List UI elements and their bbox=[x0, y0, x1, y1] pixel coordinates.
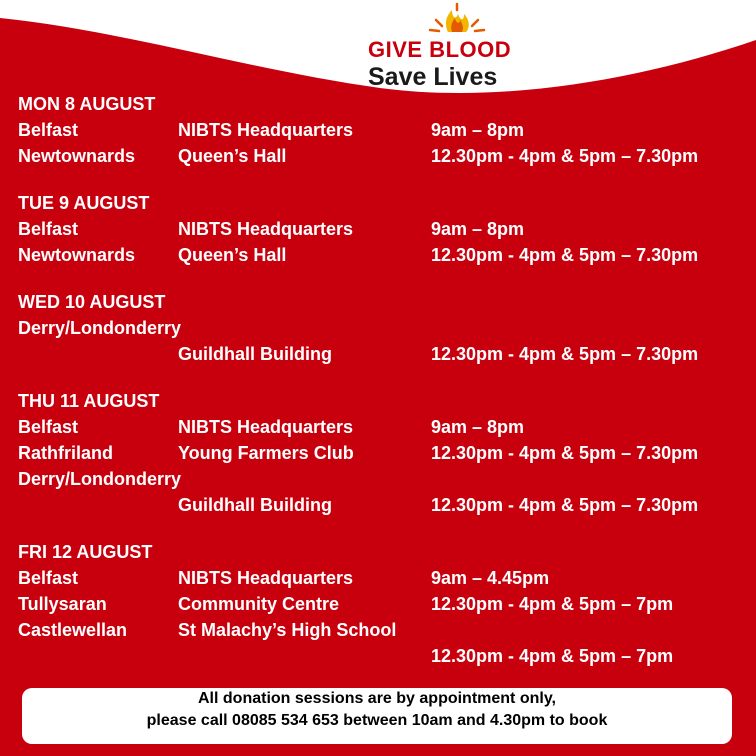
day-block bbox=[18, 290, 756, 367]
session-row bbox=[18, 414, 756, 440]
session-time: 12.30pm - 4pm & 5pm – 7pm bbox=[431, 646, 674, 666]
day-heading: WED 10 AUGUST bbox=[18, 292, 166, 312]
session-row bbox=[18, 216, 756, 242]
session-town: Belfast bbox=[18, 219, 79, 239]
day-block bbox=[18, 540, 756, 669]
session-venue: NIBTS Headquarters bbox=[178, 568, 354, 588]
session-town: Belfast bbox=[18, 120, 79, 140]
logo-give-blood-text: GIVE BLOOD bbox=[368, 37, 512, 62]
session-time: 9am – 8pm bbox=[431, 219, 525, 239]
day-block bbox=[18, 92, 756, 169]
session-town: Belfast bbox=[18, 417, 79, 437]
session-row bbox=[18, 492, 756, 518]
session-venue: NIBTS Headquarters bbox=[178, 417, 354, 437]
session-time: 12.30pm - 4pm & 5pm – 7.30pm bbox=[431, 443, 699, 463]
session-venue: NIBTS Headquarters bbox=[178, 219, 354, 239]
session-town: Newtownards bbox=[18, 245, 136, 265]
session-town: Rathfriland bbox=[18, 443, 114, 463]
session-venue: Guildhall Building bbox=[178, 495, 332, 515]
session-time: 9am – 8pm bbox=[431, 417, 525, 437]
session-row bbox=[18, 341, 756, 367]
session-town: Derry/Londonderry bbox=[18, 469, 182, 489]
session-town: Tullysaran bbox=[18, 594, 107, 614]
flame-icon bbox=[430, 4, 484, 32]
session-row bbox=[18, 617, 756, 643]
day-block bbox=[18, 191, 756, 268]
session-row bbox=[18, 440, 756, 466]
session-time: 12.30pm - 4pm & 5pm – 7.30pm bbox=[431, 495, 699, 515]
session-town: Newtownards bbox=[18, 146, 136, 166]
session-town: Derry/Londonderry bbox=[18, 318, 182, 338]
day-heading: MON 8 AUGUST bbox=[18, 94, 156, 114]
session-venue: Community Centre bbox=[178, 594, 340, 614]
session-row bbox=[18, 591, 756, 617]
session-row bbox=[18, 315, 756, 341]
session-time: 12.30pm - 4pm & 5pm – 7.30pm bbox=[431, 344, 699, 364]
session-venue: St Malachy’s High School bbox=[178, 620, 397, 640]
session-schedule bbox=[18, 90, 756, 691]
session-time: 9am – 8pm bbox=[431, 120, 525, 140]
logo-save-lives-text: Save Lives bbox=[368, 63, 498, 91]
appointment-notice bbox=[22, 688, 732, 744]
day-heading: FRI 12 AUGUST bbox=[18, 542, 153, 562]
notice-line-2: please call 08085 534 653 between 10am and 4.30pm to book bbox=[146, 712, 608, 729]
session-venue: NIBTS Headquarters bbox=[178, 120, 354, 140]
session-row bbox=[18, 117, 756, 143]
day-heading: TUE 9 AUGUST bbox=[18, 193, 150, 213]
session-venue: Young Farmers Club bbox=[178, 443, 354, 463]
session-town: Belfast bbox=[18, 568, 79, 588]
day-heading: THU 11 AUGUST bbox=[18, 391, 160, 411]
session-row bbox=[18, 643, 756, 669]
session-row bbox=[18, 466, 756, 492]
session-town: Castlewellan bbox=[18, 620, 128, 640]
session-row bbox=[18, 565, 756, 591]
day-block bbox=[18, 389, 756, 518]
notice-line-1: All donation sessions are by appointment only, bbox=[198, 690, 556, 707]
session-time: 12.30pm - 4pm & 5pm – 7.30pm bbox=[431, 146, 699, 166]
session-row bbox=[18, 242, 756, 268]
session-time: 12.30pm - 4pm & 5pm – 7pm bbox=[431, 594, 674, 614]
session-row bbox=[18, 143, 756, 169]
session-time: 12.30pm - 4pm & 5pm – 7.30pm bbox=[431, 245, 699, 265]
session-venue: Queen’s Hall bbox=[178, 245, 287, 265]
session-venue: Queen’s Hall bbox=[178, 146, 287, 166]
session-time: 9am – 4.45pm bbox=[431, 568, 550, 588]
session-venue: Guildhall Building bbox=[178, 344, 332, 364]
